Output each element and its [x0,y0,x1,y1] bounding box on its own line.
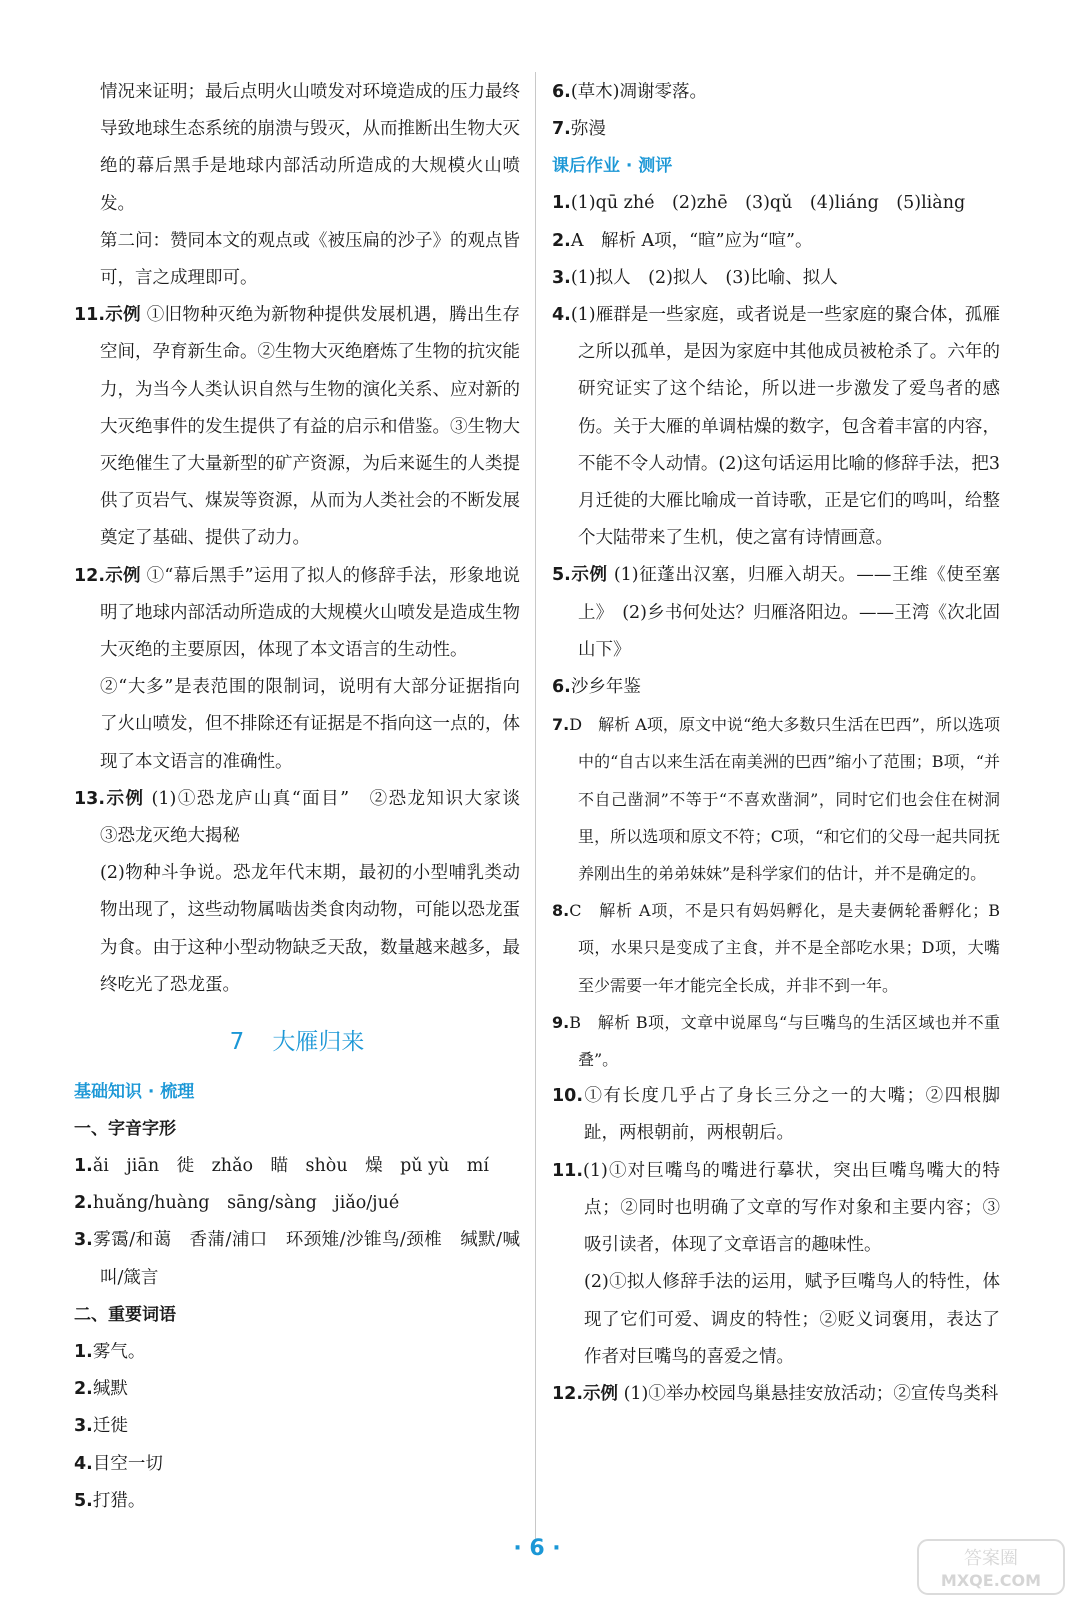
item-number: 3. [74,1230,93,1251]
item-number: 1. [74,1156,93,1177]
item-text: 雾霭/和蔼 香蒲/浦口 环颈雉/沙锥鸟/颈椎 缄默/喊叫/箴言 [92,1230,520,1288]
item-number: 10. [552,1086,584,1107]
item-number: 8. [552,901,570,921]
item-number: 6. [552,82,571,102]
answer-item [552,1376,1000,1413]
lesson-number: 7 [229,1029,245,1056]
item-text: 雾气。 [92,1341,146,1362]
section-heading-basics: 基础知识 · 梳理 [74,1082,195,1103]
watermark-logo [916,1538,1066,1596]
question-number: 11. [74,305,106,326]
item-number: 2. [552,230,571,251]
lesson-name: 大雁归来 [272,1029,365,1056]
item-number: 3. [552,267,571,288]
example-tag: 示例 [105,305,141,326]
example-tag: 示例 [105,788,145,809]
answer-10-continued: 情况来证明；最后点明火山喷发对环境造成的压力最终导致地球生态系统的崩溃与毁灭，从而推断出生物大灭绝的幕后黑手是地球内部活动所造成的大规模火山喷发。 [100,82,520,214]
item-number: 2. [74,1379,93,1400]
item-text: ǎi jiān 徙 zhǎo 瞄 shòu 燥 pǔ yù mí [92,1156,489,1177]
answer-text: ①“幕后黑手”运用了拟人的修辞手法，形象地说明了地球内部活动所造成的大规模火山喷发是造成生物大灭绝的主要原因，体现了本文语言的生动性。 [100,565,520,661]
page-number: · 6 · [513,1536,561,1561]
word-item [74,1483,520,1520]
item-number: 1. [74,1341,93,1362]
answer-12 [74,558,520,670]
question-number: 13. [74,788,106,809]
answer-11 [74,297,520,557]
item-text: D 解析 A项，原文中说“绝大多数只生活在巴西”，所以选项中的“自古以来生活在南美洲的巴西”缩小了范围；B项，“并不自己凿洞”不等于“不喜欢凿洞”，同时它们也会住在树洞里，所以选项和原文不符；C项，“和它们的父母一起共同抚养刚出生的弟弟妹妹”是科学家们的估计，并不是确定的。 [569,715,1000,884]
answer-item [552,557,1000,669]
item-text: B 解析 B项，文章中说犀鸟“与巨嘴鸟的生活区域也并不重叠”。 [569,1012,1000,1070]
answer-12-part2: ②“大多”是表范围的限制词，说明有大部分证据指向了火山喷发，但不排除还有证据是不指向这一点的，体现了本文语言的准确性。 [100,677,520,772]
answer-item [552,669,1000,706]
item-text: 迁徙 [92,1416,128,1437]
item-number: 3. [74,1416,93,1437]
answer-item [552,297,1000,557]
item-number: 9. [552,1012,570,1032]
lesson-title [74,1022,520,1062]
word-item [74,1408,520,1445]
answer-item [552,185,1000,222]
answer-13 [74,781,538,855]
example-tag: 示例 [105,565,141,586]
svg-text:答案圈: 答案圈 [964,1548,1018,1569]
item-text: A 解析 A项，“暄”应为“喧”。 [570,230,813,251]
question-number: 12. [74,565,106,586]
word-item [74,1446,520,1483]
item-text: (1)拟人 (2)拟人 (3)比喻、拟人 [570,267,838,288]
item-text: 沙乡年鉴 [570,677,641,698]
subheading-vocabulary: 二、重要词语 [74,1304,176,1325]
left-column [74,74,538,1520]
example-tag: 示例 [583,1383,619,1404]
word-item [74,1371,520,1408]
pinyin-item [74,1185,520,1222]
item-text: (1)qū zhé (2)zhē (3)qǔ (4)liáng (5)liàng [570,193,966,214]
item-text: (1)雁群是一些家庭，或者说是一些家庭的聚合体，孤雁之所以孤单，是因为家庭中其他成员被枪杀了。六年的研究证实了这个结论，所以进一步激发了爱鸟者的感伤。关于大雁的单调枯燥的数字，包含着丰富的内容，不能不令人动情。(2)这句话运用比喻的修辞手法，把3月迁徙的大雁比喻成一首诗歌，正是它们的鸣叫，给整个大陆带来了生机，使之富有诗情画意。 [570,305,1000,549]
item-text: C 解析 A项，不是只有妈妈孵化，是夫妻俩轮番孵化；B项，水果只是变成了主食，并不是全部吃水果；D项，大嘴至少需要一年才能完全长成，并非不到一年。 [569,901,1000,995]
item-text: 打猎。 [92,1490,146,1511]
item-number: 2. [74,1193,93,1214]
item-text: (1)征蓬出汉塞，归雁入胡天。——王维《使至塞上》 (2)乡书何处达？归雁洛阳边。——王湾《次北固山下》 [578,565,1000,660]
word-item [552,111,1000,148]
item-number: 6. [552,677,571,698]
pinyin-item [74,1222,520,1296]
word-item [74,1334,520,1371]
item-number: 7. [552,715,570,735]
item-number: 5. [552,565,571,586]
item-text: (1)①举办校园鸟巢悬挂安放活动；②宣传鸟类科 [623,1383,999,1404]
answer-10-part2: 第二问：赞同本文的观点或《被压扁的沙子》的观点皆可，言之成理即可。 [100,230,520,289]
item-text: 弥漫 [570,119,606,140]
item-number: 1. [552,193,571,214]
subheading-pronunciation: 一、字音字形 [74,1119,176,1140]
item-text: (草木)凋谢零落。 [570,82,707,102]
item-text: ①有长度几乎占了身长三分之一的大嘴；②四根脚趾，两根朝前，两根朝后。 [583,1086,1000,1144]
answer-item [552,1004,1000,1078]
item-number: 12. [552,1383,584,1404]
answer-item [552,1153,1000,1265]
svg-text:MXQE.COM: MXQE.COM [940,1571,1042,1590]
right-column [552,74,1000,1413]
item-text: huǎng/huàng sāng/sàng jiǎo/jué [92,1193,400,1214]
item-text: 缄默 [92,1379,128,1400]
section-heading-homework: 课后作业 · 测评 [552,156,673,177]
item-number: 5. [74,1490,93,1511]
example-tag: 示例 [570,565,608,586]
item-number: 4. [552,305,571,326]
word-item [552,74,1000,111]
item-text: 目空一切 [92,1453,163,1474]
pinyin-item [74,1148,520,1185]
item-number: 11. [552,1160,584,1181]
answer-item [552,1078,1000,1152]
item-number: 7. [552,119,571,140]
answer-item [552,223,1000,260]
answer-13-part2: (2)物种斗争说。恐龙年代末期，最初的小型哺乳类动物出现了，这些动物属啮齿类食肉动物，可能以恐龙蛋为食。由于这种小型动物缺乏天敌，数量越来越多，最终吃光了恐龙蛋。 [100,863,520,995]
answer-item [552,706,1000,892]
answer-item [552,892,1000,1004]
item-text: (1)①对巨嘴鸟的嘴进行摹状，突出巨嘴鸟嘴大的特点；②同时也明确了文章的写作对象和主要内容；③吸引读者，体现了文章语言的趣味性。 [583,1160,1000,1256]
answer-text: ①旧物种灭绝为新物种提供发展机遇，腾出生存空间，孕育新生命。②生物大灭绝磨炼了生物的抗灾能力，为当今人类认识自然与生物的演化关系、应对新的大灭绝事件的发生提供了有益的启示和借鉴。③生物大灭绝催生了大量新型的矿产资源，为后来诞生的人类提供了页岩气、煤炭等资源，从而为人类社会的不断发展奠定了基础、提供了动力。 [100,305,521,549]
answer-text: (1)①恐龙庐山真“面目” ②恐龙知识大家谈 ③恐龙灭绝大揭秘 [100,788,538,847]
answer-item-part2: (2)①拟人修辞手法的运用，赋予巨嘴鸟人的特性，体现了它们可爱、调皮的特性；②贬义词褒用，表达了作者对巨嘴鸟的喜爱之情。 [584,1272,1000,1367]
item-number: 4. [74,1453,93,1474]
answer-item [552,260,1000,297]
